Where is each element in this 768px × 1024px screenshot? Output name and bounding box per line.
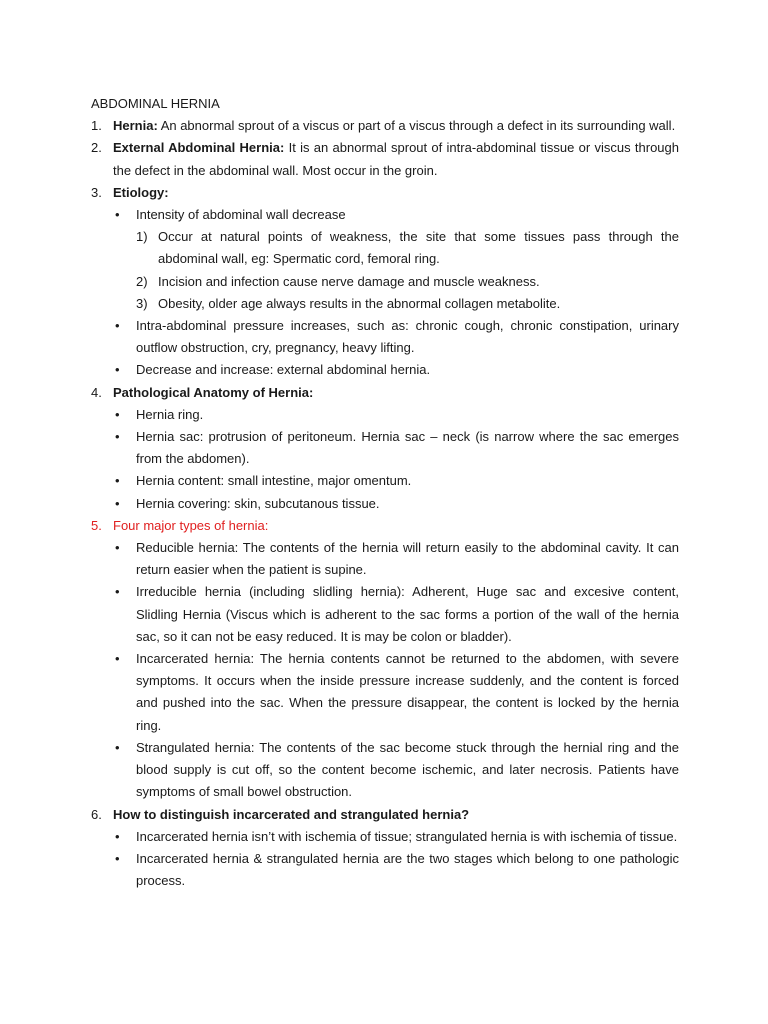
bullet-icon: •	[115, 362, 120, 378]
list-item-text: Incarcerated hernia & strangulated hernia are the two stages which belong to one pathologic process.	[136, 850, 679, 889]
list-item	[91, 426, 679, 470]
bullet-icon: •	[115, 651, 120, 667]
bullet-icon: •	[115, 540, 120, 556]
list-item-text: Decrease and increase: external abdominal hernia.	[136, 362, 431, 378]
sub-list-number: 1)	[136, 229, 148, 245]
bullet-icon: •	[115, 207, 120, 223]
sub-list-item	[91, 226, 679, 270]
list-item-text: Reducible hernia: The contents of the hernia will return easily to the abdominal cavity. It can return easier when the patient is supine.	[136, 540, 679, 578]
sub-list-item	[91, 271, 679, 293]
bullet-icon: •	[115, 429, 120, 445]
bullet-icon: •	[115, 850, 120, 866]
list-item	[91, 648, 679, 737]
sub-list-text: Incision and infection cause nerve damage and muscle weakness.	[158, 273, 540, 289]
bullet-icon: •	[115, 406, 120, 422]
section-text: It is an abnormal sprout of intra-abdominal tissue or viscus through the defect in the abdominal wall. Most occur in the groin.	[113, 140, 679, 178]
sub-list-text: Obesity, older age always results in the abnormal collagen metabolite.	[158, 295, 561, 311]
section-number: 5.	[91, 517, 102, 533]
list-item-text: Intensity of abdominal wall decrease	[136, 207, 346, 223]
section-heading: Hernia:	[113, 118, 158, 134]
list-item	[91, 404, 679, 426]
section-number: 6.	[91, 806, 102, 822]
section-number: 4.	[91, 384, 102, 400]
list-item-text: Hernia sac: protrusion of peritoneum. Hernia sac – neck (is narrow where the sac emerges from the abdomen).	[136, 429, 679, 467]
section-number: 3.	[91, 184, 102, 200]
list-item	[91, 581, 679, 648]
section-heading: Etiology:	[113, 184, 169, 200]
list-item	[91, 848, 679, 892]
sub-list-item	[91, 293, 679, 315]
list-item	[91, 470, 679, 492]
list-item	[91, 537, 679, 581]
section-heading: Pathological Anatomy of Hernia:	[113, 384, 314, 400]
sub-list-number: 3)	[136, 295, 148, 311]
section-text: An abnormal sprout of a viscus or part of a viscus through a defect in its surrounding wall.	[157, 118, 676, 134]
list-item	[91, 204, 679, 226]
bullet-icon: •	[115, 495, 120, 511]
section-types-of-hernia	[91, 515, 679, 537]
section-heading: External Abdominal Hernia:	[113, 140, 285, 156]
document-body	[91, 93, 679, 892]
bullet-icon: •	[115, 828, 120, 844]
list-item-text: Hernia covering: skin, subcutanous tissue.	[136, 495, 380, 511]
list-item	[91, 737, 679, 804]
bullet-icon: •	[115, 318, 120, 334]
bullet-icon: •	[115, 739, 120, 755]
section-number: 1.	[91, 118, 102, 134]
section-number: 2.	[91, 140, 102, 156]
list-item	[91, 359, 679, 381]
section-heading: Four major types of hernia:	[113, 517, 269, 533]
section-hernia	[91, 115, 679, 137]
list-item	[91, 826, 679, 848]
list-item	[91, 493, 679, 515]
list-item	[91, 315, 679, 359]
list-item-text: Incarcerated hernia isn’t with ischemia of tissue; strangulated hernia is with ischemia of tissue.	[136, 828, 678, 844]
section-distinguish	[91, 804, 679, 826]
sub-list-number: 2)	[136, 273, 148, 289]
list-item-text: Hernia content: small intestine, major omentum.	[136, 473, 412, 489]
sub-list-text: Occur at natural points of weakness, the site that some tissues pass through the abdominal wall, eg: Spermatic cord, femoral ring.	[158, 229, 679, 267]
list-item-text: Incarcerated hernia: The hernia contents cannot be returned to the abdomen, with severe symptoms. It occurs when the inside pressure increase suddenly, and the content is forced and pushed into the sac. When the pressure disappear, the content is locked by the hernia ring.	[136, 651, 679, 733]
list-item-text: Strangulated hernia: The contents of the sac become stuck through the hernial ring and the blood supply is cut off, so the content become ischemic, and later necrosis. Patients have symptoms of small bowel obstruction.	[136, 739, 679, 800]
list-item-text: Irreducible hernia (including slidling hernia): Adherent, Huge sac and excesive content, Slidling Hernia (Viscus which is adherent to the sac forms a portion of the wall of the hernia sac, so it can not be easy reduced. It is may be colon or bladder).	[136, 584, 679, 644]
list-item-text: Intra-abdominal pressure increases, such as: chronic cough, chronic constipation, urinary outflow obstruction, cry, pregnancy, heavy lifting.	[136, 318, 679, 356]
list-item-text: Hernia ring.	[136, 406, 204, 422]
bullet-icon: •	[115, 473, 120, 489]
section-etiology	[91, 182, 679, 204]
page-title: ABDOMINAL HERNIA	[91, 96, 220, 111]
section-heading: How to distinguish incarcerated and strangulated hernia?	[113, 806, 470, 822]
section-external-abdominal-hernia	[91, 137, 679, 181]
section-pathological-anatomy	[91, 382, 679, 404]
bullet-icon: •	[115, 584, 120, 600]
